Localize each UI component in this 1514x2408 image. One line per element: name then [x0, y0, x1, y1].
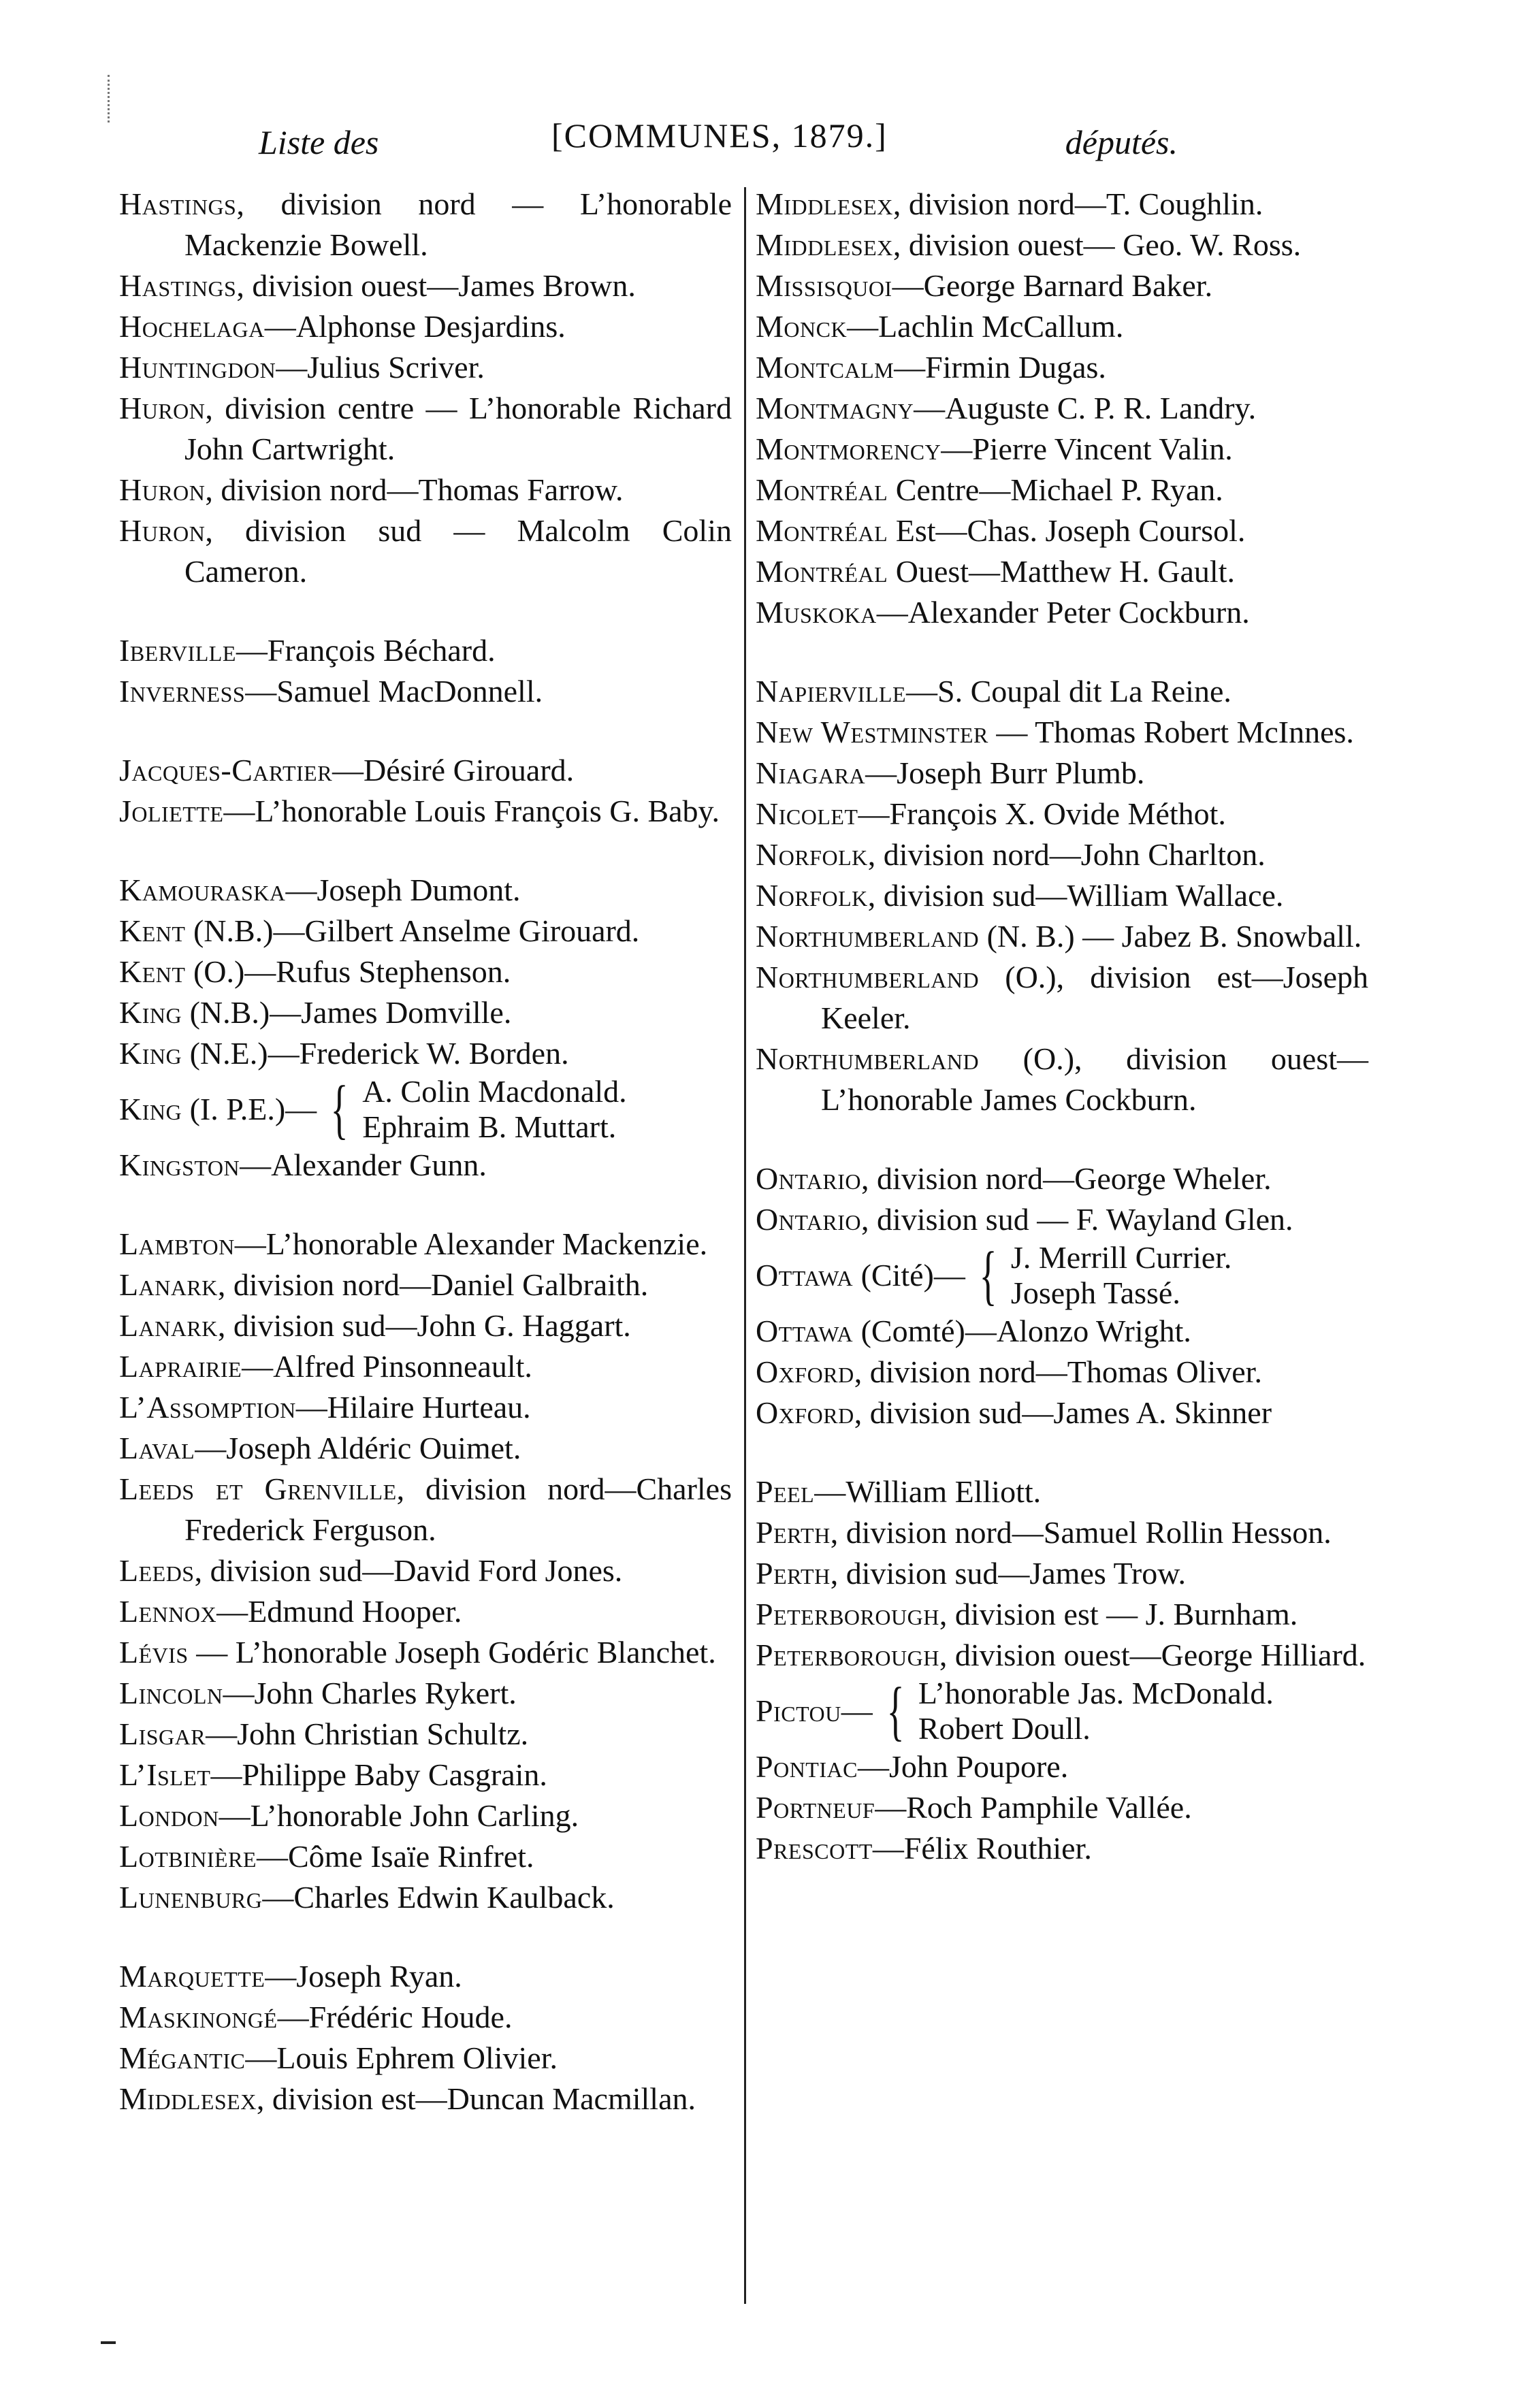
member-text: , division nord—George Wheler. [861, 1161, 1272, 1196]
district-name: New Westminster [756, 715, 988, 749]
district-name: Huron [119, 513, 206, 548]
district-name: Monck [756, 309, 848, 344]
entry [119, 1877, 732, 1918]
entry [119, 1428, 732, 1469]
district-name: Pictou [756, 1693, 841, 1728]
district-name: Napierville [756, 674, 907, 709]
header-center: [COMMUNES, 1879.] [551, 116, 888, 154]
entry [119, 1836, 732, 1877]
member-text: —William Elliott. [814, 1474, 1042, 1509]
district-name: Norfolk [756, 878, 868, 913]
district-name: London [119, 1798, 219, 1833]
member-text: , division sud—James A. Skinner [854, 1395, 1272, 1430]
district-name: Lennox [119, 1594, 217, 1629]
district-name: King [119, 1036, 182, 1071]
header-left: Liste des [259, 123, 379, 161]
margin-dots [108, 75, 112, 123]
member-text: (O.)—Rufus Stephenson. [185, 954, 511, 989]
member-text: , division ouest—George Hilliard. [939, 1638, 1366, 1672]
member-text: , division nord—Thomas Farrow. [205, 472, 624, 507]
entry [756, 1039, 1368, 1120]
member-text: , division sud — Malcolm Colin Cameron. [184, 513, 732, 589]
entry [119, 1632, 732, 1673]
member-text: —Louis Ephrem Olivier. [245, 2040, 558, 2075]
district-name: Hastings [119, 268, 237, 303]
entry [756, 875, 1368, 916]
section-gap [119, 1186, 732, 1224]
entry [756, 1311, 1368, 1352]
entry [119, 951, 732, 992]
entry [756, 1594, 1368, 1635]
right-column [756, 184, 1368, 1869]
member-text: , division nord — L’honorable Mackenzie Bowell. [184, 186, 732, 262]
district-name: Leeds [119, 1553, 195, 1588]
page-header [259, 109, 1205, 163]
district-name: Ontario [756, 1202, 862, 1237]
entry [756, 551, 1368, 592]
district-name: Nicolet [756, 796, 858, 831]
district-name: Lotbinière [119, 1839, 257, 1874]
entry [756, 1512, 1368, 1553]
member-text: —John Poupore. [857, 1749, 1069, 1784]
district-name: Pontiac [756, 1749, 858, 1784]
member-text: —Félix Routhier. [872, 1831, 1092, 1866]
district-name: Lanark [119, 1308, 218, 1343]
entry [756, 1635, 1368, 1676]
member-line: A. Colin Macdonald. [362, 1074, 627, 1109]
district-name: Northumberland [756, 1041, 980, 1076]
entry [756, 1746, 1368, 1787]
member-text: — Thomas Robert McInnes. [988, 715, 1354, 749]
member-text: —Frédéric Houde. [277, 2000, 513, 2034]
member-text: —John Charles Rykert. [223, 1676, 517, 1710]
entry [119, 750, 732, 791]
member-text: (Cité)— [853, 1258, 965, 1292]
entry [756, 429, 1368, 470]
member-text: , division ouest— Geo. W. Ross. [892, 227, 1302, 262]
member-text: —George Barnard Baker. [892, 268, 1213, 303]
entry [119, 1755, 732, 1795]
district-name: Joliette [119, 794, 224, 828]
district-name: Iberville [119, 633, 236, 668]
district-name: Ontario [756, 1161, 862, 1196]
brace-glyph: { [979, 1239, 997, 1312]
district-name: Montmorency [756, 432, 941, 466]
district-name: Mégantic [119, 2040, 246, 2075]
entry [119, 1956, 732, 1997]
member-text: , division est — J. Burnham. [939, 1597, 1298, 1631]
entry [756, 225, 1368, 265]
district-name: Oxford [756, 1354, 854, 1389]
member-text: —François X. Ovide Méthot. [858, 796, 1226, 831]
district-name: Perth [756, 1556, 831, 1591]
member-text: —Edmund Hooper. [216, 1594, 462, 1629]
member-text: —Joseph Burr Plumb. [865, 755, 1145, 790]
member-text: — [841, 1693, 873, 1728]
district-name: Middlesex [119, 2081, 257, 2116]
district-name: Montcalm [756, 350, 895, 385]
district-name: Norfolk [756, 837, 868, 872]
district-name: Portneuf [756, 1790, 875, 1825]
district-name: Peel [756, 1474, 815, 1509]
district-name: Lisgar [119, 1716, 206, 1751]
member-text: —Joseph Dumont. [285, 873, 521, 907]
entry [119, 1997, 732, 2038]
entry [119, 184, 732, 265]
entry [756, 510, 1368, 551]
member-text: —Alexander Peter Cockburn. [876, 595, 1250, 630]
district-name: Lunenburg [119, 1880, 263, 1915]
district-name: Lanark [119, 1267, 218, 1302]
section-gap [756, 1120, 1368, 1158]
member-text: —L’honorable Louis François G. Baby. [223, 794, 720, 828]
member-line: Ephraim B. Muttart. [362, 1109, 617, 1144]
member-text: , division nord—Charles Frederick Ferguson. [184, 1471, 732, 1547]
district-name: Montréal [756, 554, 888, 589]
district-name: Northumberland [756, 919, 980, 954]
member-text: —Alexander Gunn. [240, 1148, 487, 1182]
left-column [119, 184, 732, 2119]
district-name: Marquette [119, 1959, 265, 1994]
entry [119, 1305, 732, 1346]
district-name: Muskoka [756, 595, 877, 630]
member-text: —Alfred Pinsonneault. [242, 1349, 532, 1384]
entry [119, 1387, 732, 1428]
entry [119, 1673, 732, 1714]
brace-glyph: { [886, 1674, 905, 1748]
member-text: , division sud—John G. Haggart. [217, 1308, 631, 1343]
district-name: Prescott [756, 1831, 873, 1866]
entry [119, 2038, 732, 2079]
member-text: , division sud—James Trow. [830, 1556, 1186, 1591]
entry [756, 184, 1368, 225]
member-line: Robert Doull. [918, 1711, 1091, 1746]
entry [756, 834, 1368, 875]
section-gap [119, 592, 732, 630]
district-name: Montmagny [756, 391, 914, 425]
entry [756, 592, 1368, 633]
entry [756, 1828, 1368, 1869]
entry [119, 791, 732, 832]
entry [756, 794, 1368, 834]
entry [119, 1224, 732, 1265]
district-name: Laprairie [119, 1349, 242, 1384]
member-text: —Firmin Dugas. [894, 350, 1106, 385]
district-name: Peterborough [756, 1638, 939, 1672]
entry [756, 1393, 1368, 1433]
entry [119, 306, 732, 347]
member-text: —François Béchard. [236, 633, 496, 668]
entry [756, 1676, 1368, 1746]
member-text: —Julius Scriver. [276, 350, 485, 385]
member-text: , division sud—David Ford Jones. [194, 1553, 623, 1588]
district-name: Oxford [756, 1395, 854, 1430]
district-name: Huron [119, 472, 206, 507]
member-text: , division ouest—James Brown. [236, 268, 636, 303]
header-right: députés. [1065, 123, 1178, 161]
member-text: (N.E.)—Frederick W. Borden. [182, 1036, 569, 1071]
district-name: Peterborough [756, 1597, 939, 1631]
district-name: King [119, 995, 182, 1030]
entry [756, 347, 1368, 388]
member-text: , division nord—Daniel Galbraith. [217, 1267, 649, 1302]
entry [119, 911, 732, 951]
member-text: —Charles Edwin Kaulback. [262, 1880, 615, 1915]
district-name: Ottawa [756, 1314, 854, 1348]
entry [119, 1265, 732, 1305]
entry [756, 470, 1368, 510]
member-text: —John Christian Schultz. [206, 1716, 529, 1751]
entry [119, 870, 732, 911]
margin-mark [101, 2341, 116, 2344]
entry [119, 510, 732, 592]
section-gap [119, 832, 732, 870]
member-text: , division centre — L’honorable Richard John Cartwright. [184, 391, 732, 466]
section-gap [119, 712, 732, 750]
member-text: —L’honorable Alexander Mackenzie. [234, 1226, 708, 1261]
entry [756, 388, 1368, 429]
member-text: , division nord—John Charlton. [867, 837, 1266, 872]
member-text: , division sud — F. Wayland Glen. [861, 1202, 1293, 1237]
district-name: Middlesex [756, 186, 893, 221]
member-line: Joseph Tassé. [1010, 1275, 1180, 1310]
entry [756, 753, 1368, 794]
entry [119, 1145, 732, 1186]
member-text: , division nord—Thomas Oliver. [854, 1354, 1262, 1389]
member-text: (O.), division est—Joseph Keeler. [821, 960, 1368, 1035]
entry [119, 1591, 732, 1632]
district-name: Middlesex [756, 227, 893, 262]
district-name: Kent [119, 913, 186, 948]
entry [756, 916, 1368, 957]
district-name: Laval [119, 1431, 195, 1465]
member-text: (O.), division ouest—L’honorable James Cockburn. [821, 1041, 1368, 1117]
entry [756, 1240, 1368, 1311]
district-name: Lambton [119, 1226, 235, 1261]
member-text: —Pierre Vincent Valin. [941, 432, 1233, 466]
entry [756, 306, 1368, 347]
entry [119, 1469, 732, 1550]
entry [119, 671, 732, 712]
entry [119, 992, 732, 1033]
entry [119, 630, 732, 671]
district-name: L’Islet [119, 1757, 211, 1792]
column-divider [744, 187, 746, 2304]
entry [119, 470, 732, 510]
entry [119, 265, 732, 306]
member-line: L’honorable Jas. McDonald. [918, 1676, 1274, 1710]
district-name: Perth [756, 1515, 831, 1550]
entry [756, 1199, 1368, 1240]
member-text: (N.B.)—James Domville. [182, 995, 512, 1030]
member-text: —Joseph Ryan. [265, 1959, 462, 1994]
entry [119, 388, 732, 470]
district-name: Maskinongé [119, 2000, 278, 2034]
district-name: Ottawa [756, 1258, 854, 1292]
district-name: Huron [119, 391, 206, 425]
entry [756, 712, 1368, 753]
member-text: —Hilaire Hurteau. [295, 1390, 531, 1425]
member-text: —Alphonse Desjardins. [264, 309, 566, 344]
member-text: (I. P.E.)— [182, 1092, 317, 1126]
district-name: Huntingdon [119, 350, 276, 385]
district-name: King [119, 1092, 182, 1126]
brace-glyph: { [330, 1073, 349, 1146]
member-text: (N.B.)—Gilbert Anselme Girouard. [185, 913, 640, 948]
district-name: Niagara [756, 755, 866, 790]
member-text: —Roch Pamphile Vallée. [875, 1790, 1192, 1825]
member-text: (Comté)—Alonzo Wright. [853, 1314, 1191, 1348]
entry [756, 1553, 1368, 1594]
member-text: —Lachlin McCallum. [847, 309, 1124, 344]
member-text: —Auguste C. P. R. Landry. [914, 391, 1257, 425]
member-text: Ouest—Matthew H. Gault. [888, 554, 1235, 589]
district-name: Lévis [119, 1635, 189, 1670]
district-name: Northumberland [756, 960, 980, 994]
member-text: , division sud—William Wallace. [867, 878, 1284, 913]
member-text: , division nord—Samuel Rollin Hesson. [830, 1515, 1332, 1550]
member-text: , division nord—T. Coughlin. [892, 186, 1263, 221]
member-text: —L’honorable John Carling. [219, 1798, 579, 1833]
district-name: Inverness [119, 674, 246, 709]
entry [119, 1550, 732, 1591]
district-name: Lincoln [119, 1676, 223, 1710]
entry [756, 1471, 1368, 1512]
entry [119, 2079, 732, 2119]
district-name: L’Assomption [119, 1390, 296, 1425]
member-text: —Samuel MacDonnell. [245, 674, 543, 709]
member-text: Centre—Michael P. Ryan. [888, 472, 1223, 507]
entry [756, 1352, 1368, 1393]
entry [756, 1158, 1368, 1199]
member-text: (N. B.) — Jabez B. Snowball. [979, 919, 1362, 954]
district-name: Leeds et Grenville [119, 1471, 397, 1506]
member-text: — L’honorable Joseph Godéric Blanchet. [188, 1635, 716, 1670]
district-name: Kamouraska [119, 873, 286, 907]
district-name: Kent [119, 954, 186, 989]
member-text: —S. Coupal dit La Reine. [906, 674, 1231, 709]
section-gap [119, 1918, 732, 1956]
entry [119, 1346, 732, 1387]
member-text: —Désiré Girouard. [332, 753, 575, 787]
entry [119, 1714, 732, 1755]
member-text: , division est—Duncan Macmillan. [256, 2081, 696, 2116]
section-gap [756, 633, 1368, 671]
district-name: Montréal [756, 472, 888, 507]
entry [756, 265, 1368, 306]
district-name: Hochelaga [119, 309, 265, 344]
entry [756, 1787, 1368, 1828]
entry [119, 1074, 732, 1145]
district-name: Hastings [119, 186, 237, 221]
district-name: Kingston [119, 1148, 240, 1182]
member-line: J. Merrill Currier. [1010, 1240, 1232, 1275]
entry [756, 671, 1368, 712]
member-text: Est—Chas. Joseph Coursol. [888, 513, 1246, 548]
member-text: —Philippe Baby Casgrain. [210, 1757, 547, 1792]
district-name: Missisquoi [756, 268, 892, 303]
member-text: —Joseph Aldéric Ouimet. [195, 1431, 521, 1465]
entry [119, 1795, 732, 1836]
entry [119, 1033, 732, 1074]
district-name: Montréal [756, 513, 888, 548]
entry [756, 957, 1368, 1039]
district-name: Jacques-Cartier [119, 753, 333, 787]
member-text: —Côme Isaïe Rinfret. [256, 1839, 534, 1874]
entry [119, 347, 732, 388]
section-gap [756, 1433, 1368, 1471]
